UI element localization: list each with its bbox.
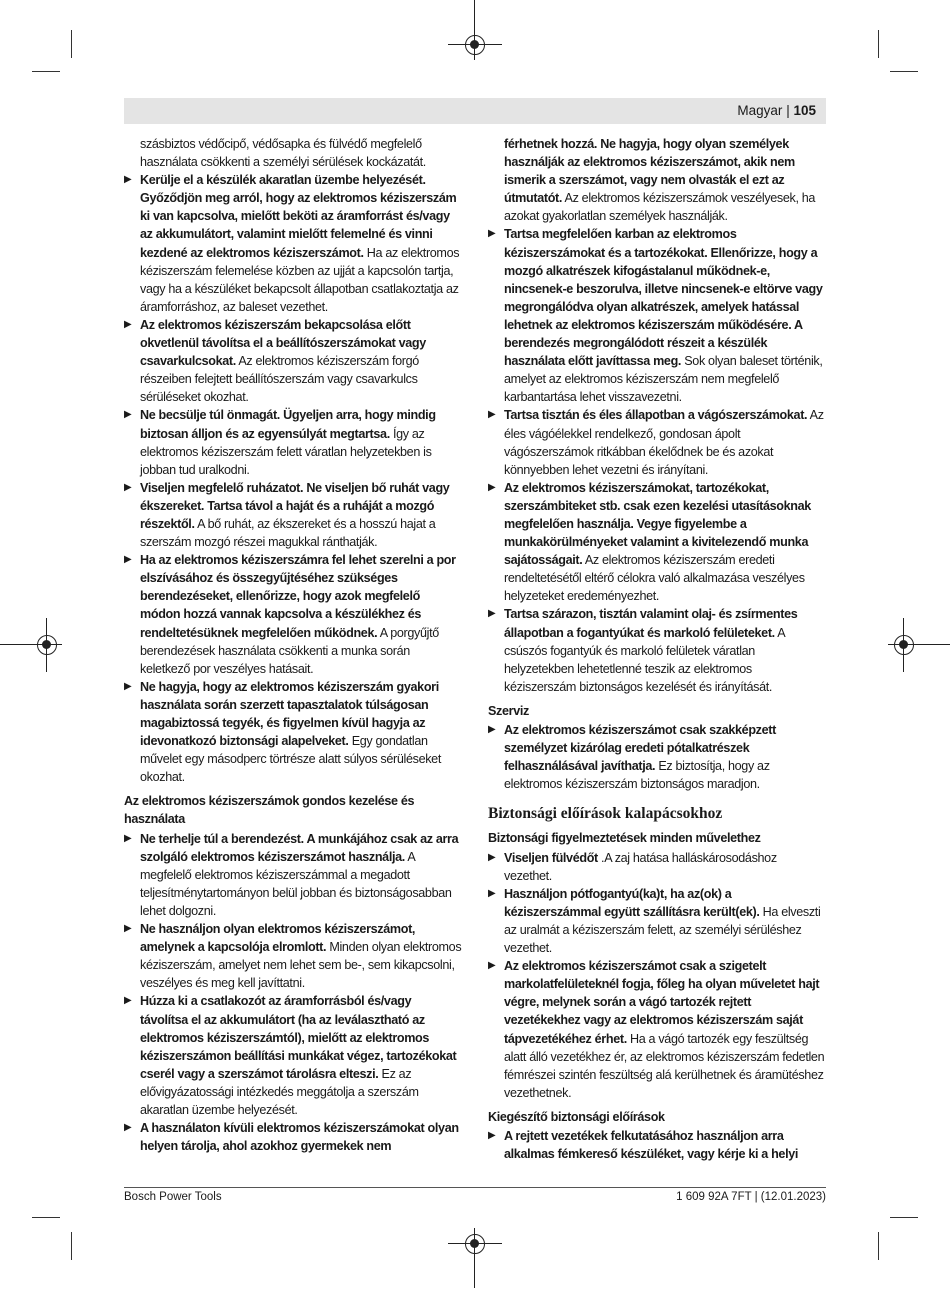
bullet-paragraph: [124, 678, 462, 787]
bullet-paragraph: [488, 605, 826, 695]
bullet-paragraph: [124, 316, 462, 406]
explanation-text: szásbiztos védőcipő, védősapka és fülvédő megfelelő használata csökkenti a személyi sérülések kockázatát.: [140, 137, 426, 170]
registration-mark-icon: [465, 35, 485, 55]
bullet-paragraph: [124, 479, 462, 551]
bullet-paragraph: [488, 957, 826, 1102]
explanation-text: Ha elveszti az uralmát a kéziszerszám felett, az személyi sérüléshez vezethet.: [504, 904, 821, 956]
bullet-paragraph: [124, 1119, 462, 1155]
bullet-paragraph: [124, 920, 462, 992]
header-bar: [124, 98, 826, 124]
bullet-paragraph: [488, 406, 826, 478]
explanation-text: Az éles vágóélekkel rendelkező, gondosan ápolt vágószerszámok ritkábban ékelődnek be és azokat könnyebben lehet vezetni és irányítani.: [504, 408, 824, 477]
footer-divider: [124, 1187, 826, 1188]
bold-instruction: Az elektromos kéziszerszámot csak a szigetelt markolatfelületeknél fogja, főleg ha olyan műveletet hajt végre, melynek során a vágó tartozék rejtett vezetékekhez vagy az elektromos kéziszerszám saját tápvezetékéhez érhet.: [504, 959, 820, 1046]
bullet-paragraph: [488, 1127, 826, 1163]
bold-instruction: Ne hagyja, hogy az elektromos kéziszerszám gyakori használata során szerzett tapasztalatok túlságosan magabiztossá tegyék, és figyelmen kívül hagyja az idevonatkozó biztonsági alapelveket.: [140, 679, 439, 749]
bullet-paragraph: [124, 551, 462, 678]
bullet-paragraph: [488, 885, 826, 957]
crop-mark: [878, 1232, 879, 1260]
bold-instruction: Tartsa megfelelően karban az elektromos kéziszerszámokat és a tartozékokat. Ellenőrizze, hogy a mozgó alkatrészek kifogástalanul működnek-e, nincsenek-e beszorulva, illetve nincsenek-e eltörve vagy megrongálódva olyan alkatrészek, amelyek hatással lehetnek az elektromos kéziszerszám működésére. A berendezés megrongálódott részeit a készülék használata előtt javíttassa meg.: [504, 227, 823, 369]
bold-instruction: Húzza ki a csatlakozót az áramforrásból és/vagy távolítsa el az akkumulátort (ha az leválasztható az elektromos kéziszerszámtól), mielőtt az elektromos kéziszerszámon beállítási munkákat végez, tartozékokat cserél vagy a szerszámot tárolásra elteszi.: [140, 994, 457, 1081]
subsection-heading: Az elektromos kéziszerszámok gondos kezelése és használata: [124, 794, 415, 827]
explanation-text: Sok olyan baleset történik, amelyet az elektromos kéziszerszám nem megfelelő karbantartása lehet visszavezetni.: [504, 354, 823, 405]
continued-paragraph: [488, 135, 826, 225]
bold-instruction: A használaton kívüli elektromos kéziszerszámokat olyan helyen tárolja, ahol azokhoz gyermekek nem: [140, 1121, 459, 1154]
crop-mark: [32, 71, 60, 72]
crop-mark: [890, 71, 918, 72]
explanation-text: Ez az elővigyázatossági intézkedés meggátolja a szerszám akaratlan üzembe helyezését.: [140, 1066, 419, 1117]
crop-mark: [890, 1217, 918, 1218]
bold-instruction: Használjon pótfogantyú(ka)t, ha az(ok) a kéziszerszámmal együtt szállításra került(ek).: [504, 886, 760, 919]
bullet-paragraph: [124, 992, 462, 1119]
explanation-text: A porgyűjtő berendezések használata csökkenti a munka során keletkező por veszélyes hatásait.: [140, 625, 439, 676]
registration-mark-icon: [894, 635, 914, 655]
bold-instruction: Kerülje el a készülék akaratlan üzembe helyezését. Győződjön meg arról, hogy az elektromos kéziszerszám ki van kapcsolva, mielőtt beköti az áramforrást és/vagy az akkumulátort, valamint mielőtt felemelné és vinni kezdené az elektromos kéziszerszámot.: [140, 173, 457, 260]
bullet-paragraph: [124, 406, 462, 478]
bold-instruction: Viseljen fülvédőt: [504, 850, 598, 865]
explanation-text: .A zaj hatása halláskárosodáshoz vezethet.: [504, 850, 777, 883]
bullet-paragraph: [124, 171, 462, 316]
explanation-text: Az elektromos kéziszerszám forgó részeiben felejtett beállítószerszám vagy csavarkulcs sérüléseket okozhat.: [140, 354, 419, 405]
bullet-paragraph: [488, 479, 826, 606]
bullet-paragraph: [124, 830, 462, 920]
page-header: [737, 103, 816, 118]
footer-brand: Bosch Power Tools: [124, 1191, 222, 1203]
crop-mark: [878, 30, 879, 58]
crop-mark: [71, 1232, 72, 1260]
page-number: 105: [793, 103, 816, 118]
bullet-paragraph: [488, 225, 826, 406]
explanation-text: Minden olyan elektromos kéziszerszám, amelyet nem lehet sem be-, sem kikapcsolni, veszélyes és meg kell javíttatni.: [140, 940, 462, 991]
right-column: [488, 135, 826, 1163]
section-heading: Biztonsági előírások kalapácsokhoz: [488, 805, 723, 823]
explanation-text: A bő ruhát, az ékszereket és a hosszú hajat a szerszám mozgó részei magukkal ránthatják.: [140, 516, 436, 550]
registration-mark-icon: [465, 1234, 485, 1254]
bold-instruction: Ha az elektromos kéziszerszámra fel lehet szerelni a por elszívásához és összegyűjtéséhez szükséges berendezéseket, ellenőrizze, hogy azok megfelelő módon hozzá vannak kapcsolva a készülékhez és rendeltetésüknek megfelelően működnek.: [140, 553, 456, 640]
explanation-text: A megfelelő elektromos kéziszerszámmal a megadott teljesítménytartományon belül jobban és biztonságosabban lehet dolgozni.: [140, 849, 452, 918]
explanation-text: Az elektromos kéziszerszámok veszélyesek, ha azokat gyakorlatlan személyek használják.: [504, 191, 816, 224]
bold-instruction: Tartsa szárazon, tisztán valamint olaj- és zsírmentes állapotban a fogantyúkat és markoló felületeket.: [504, 607, 798, 640]
header-separator: |: [786, 103, 790, 118]
continued-paragraph: [124, 135, 462, 171]
bold-instruction: Viseljen megfelelő ruházatot. Ne viseljen bő ruhát vagy ékszereket. Tartsa távol a haját és a ruháját a mozgó részektől.: [140, 480, 450, 531]
explanation-text: Így az elektromos kéziszerszám felett váratlan helyzetekben is jobban tud uralkodni.: [140, 426, 432, 477]
bold-instruction: Ne becsülje túl önmagát. Ügyeljen arra, hogy mindig biztosan álljon és az egyensúlyát megtartsa.: [140, 408, 436, 441]
bold-instruction: Ne terhelje túl a berendezést. A munkájához csak az arra szolgáló elektromos kéziszerszámot használja.: [140, 831, 459, 864]
crop-mark: [32, 1217, 60, 1218]
explanation-text: A csúszós fogantyúk és markoló felületek váratlan helyzetekben lehetetlenné teszik az elektromos kéziszerszám biztonságos kezelését és irányítását.: [504, 625, 785, 694]
bullet-paragraph: [488, 721, 826, 793]
bold-instruction: Tartsa tisztán és éles állapotban a vágószerszámokat.: [504, 408, 808, 423]
bold-instruction: Az elektromos kéziszerszámot csak szakképzett személyzet kizárólag eredeti pótalkatrészek felhasználásával javíthatja.: [504, 723, 776, 774]
footer-doc-id: 1 609 92A 7FT | (12.01.2023): [676, 1191, 826, 1203]
bold-instruction: Az elektromos kéziszerszámokat, tartozékokat, szerszámbiteket stb. csak ezen kezelési utasításoknak megfelelően használja. Vegye figyelembe a munkakörülményeket valamint a kivitelezendő munka sajátosságait.: [504, 480, 811, 568]
registration-mark-icon: [37, 635, 57, 655]
explanation-text: Az elektromos kéziszerszám eredeti rendeltetésétől eltérő célokra való alkalmazása veszélyes helyzeteket eredeményezhet.: [504, 553, 805, 604]
bullet-paragraph: [488, 849, 826, 885]
subsection-heading: Biztonsági figyelmeztetések minden művelethez: [488, 831, 761, 846]
explanation-text: Ha a vágó tartozék egy feszültség alatt álló vezetékhez ér, az elektromos kéziszerszám fedetlen fémrészei szintén feszültség alá kerülhetnek és áramütéshez vezethetnek.: [504, 1031, 825, 1100]
subsection-heading: Kiegészítő biztonsági előírások: [488, 1109, 665, 1124]
header-language: Magyar: [737, 103, 783, 118]
crop-mark: [71, 30, 72, 58]
explanation-text: Egy gondatlan művelet egy másodperc törtrésze alatt súlyos sérüléseket okozhat.: [140, 734, 441, 785]
bold-instruction: Az elektromos kéziszerszám bekapcsolása előtt okvetlenül távolítsa el a beállítószerszámokat vagy csavarkulcsokat.: [140, 317, 426, 369]
subsection-heading: Szerviz: [488, 703, 529, 718]
left-column: [124, 135, 462, 1155]
explanation-text: Ha az elektromos kéziszerszám felemelése közben az ujját a kapcsolón tartja, vagy ha a készüléket bekapcsolt állapotban csatlakoztatja az áramforráshoz, az baleset vezethet.: [140, 245, 460, 314]
explanation-text: Ez biztosítja, hogy az elektromos kéziszerszám biztonságos maradjon.: [504, 759, 770, 792]
bold-instruction: Ne használjon olyan elektromos kéziszerszámot, amelynek a kapcsolója elromlott.: [140, 922, 416, 955]
bold-instruction: férhetnek hozzá. Ne hagyja, hogy olyan személyek használják az elektromos kéziszerszámot, akik nem ismerik a szerszámot, vagy nem olvasták el ezt az útmutatót.: [504, 137, 795, 206]
bold-instruction: A rejtett vezetékek felkutatásához használjon arra alkalmas fémkereső készüléket, vagy kérje ki a helyi: [504, 1128, 799, 1162]
